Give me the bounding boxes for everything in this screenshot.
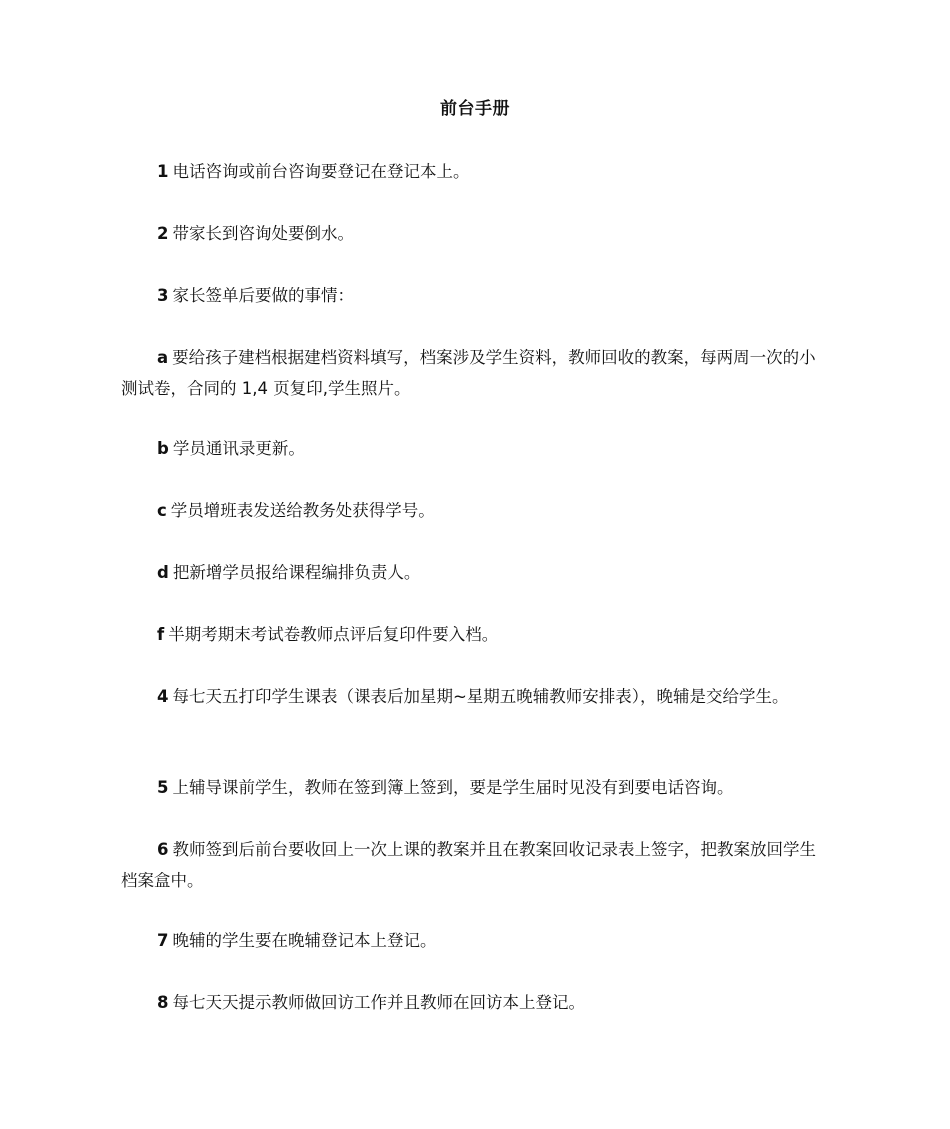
paragraph-text: 家长签单后要做的事情： [172, 286, 354, 305]
paragraph-number: c [157, 501, 167, 520]
paragraph-b [121, 433, 831, 464]
paragraph-number: 5 [157, 778, 169, 797]
paragraph-c [121, 495, 831, 526]
paragraph-number: a [157, 348, 169, 367]
paragraph-text: 学员通讯录更新。 [172, 439, 305, 458]
paragraph-text: 教师签到后前台要收回上一次上课的教案并且在教案回收记录表上签字，把教案放回学生档案盒中。 [121, 840, 816, 890]
paragraph-text: 上辅导课前学生，教师在签到簿上签到，要是学生届时见没有到要电话咨询。 [172, 778, 734, 797]
paragraph-text: 半期考期末考试卷教师点评后复印件要入档。 [168, 625, 499, 644]
paragraph-number: 1 [157, 162, 169, 181]
paragraph-f [121, 619, 831, 650]
paragraph-text: 电话咨询或前台咨询要登记在登记本上。 [172, 162, 470, 181]
paragraph-number: 8 [157, 993, 169, 1012]
paragraph-d [121, 557, 831, 588]
paragraph-text: 晚辅的学生要在晚辅登记本上登记。 [172, 931, 437, 950]
paragraph-number: 2 [157, 224, 169, 243]
paragraph-number: b [157, 439, 169, 458]
paragraph-7 [121, 925, 831, 956]
paragraph-2 [121, 218, 831, 249]
document-title: 前台手册 [440, 99, 510, 119]
paragraph-number: d [157, 563, 169, 582]
paragraph-8 [121, 987, 831, 1018]
paragraph-text: 把新增学员报给课程编排负责人。 [172, 563, 421, 582]
paragraph-text: 每七天五打印学生课表（课表后加星期~星期五晚辅教师安排表），晚辅是交给学生。 [172, 687, 789, 706]
paragraph-number: 4 [157, 687, 169, 706]
paragraph-number: 6 [157, 840, 169, 859]
paragraph-a [121, 342, 831, 404]
paragraph-number: 3 [157, 286, 169, 305]
paragraph-5 [121, 772, 831, 803]
paragraph-text: 要给孩子建档根据建档资料填写，档案涉及学生资料，教师回收的教案，每两周一次的小测试卷，合同的 1,4 页复印,学生照片。 [121, 348, 816, 398]
paragraph-number: 7 [157, 931, 169, 950]
paragraph-text: 带家长到咨询处要倒水。 [172, 224, 354, 243]
paragraph-1 [121, 156, 831, 187]
paragraph-3 [121, 280, 831, 311]
paragraph-text: 每七天天提示教师做回访工作并且教师在回访本上登记。 [172, 993, 585, 1012]
paragraph-6 [121, 834, 831, 896]
paragraph-4 [121, 681, 831, 712]
paragraph-number: f [157, 625, 165, 644]
paragraph-text: 学员增班表发送给教务处获得学号。 [170, 501, 435, 520]
